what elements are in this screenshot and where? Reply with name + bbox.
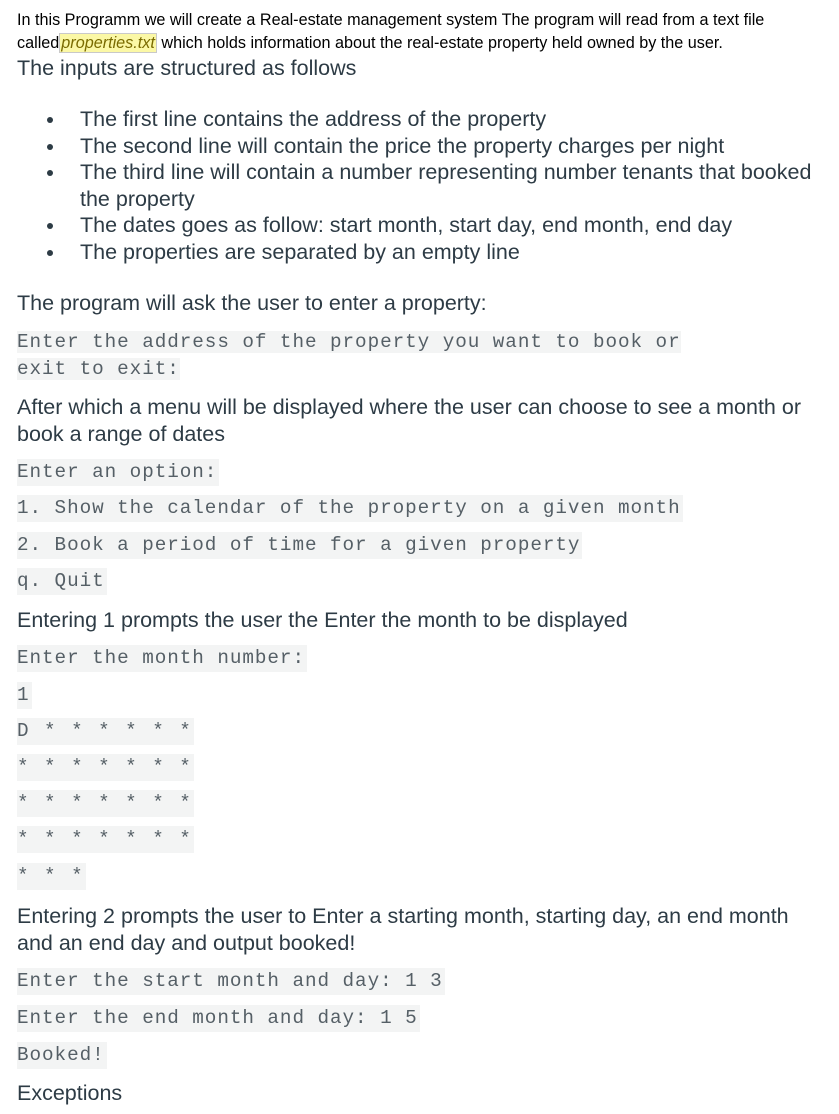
bullet-dot: [47, 170, 53, 176]
filename-highlight: properties.txt: [61, 34, 155, 52]
entering-1-text: Entering 1 prompts the user the Enter the month to be displayed: [17, 608, 628, 632]
menu-option-2-code: 2. Book a period of time for a given property: [17, 532, 582, 559]
list-item: The first line contains the address of the property: [17, 106, 817, 133]
address-prompt-code: [17, 329, 758, 382]
menu-option-q-code: q. Quit: [17, 568, 107, 595]
calendar-row-4: * * * * * * *: [17, 826, 194, 853]
calendar-row-2: * * * * * * *: [17, 754, 194, 781]
list-item: The dates goes as follow: start month, start day, end month, end day: [17, 212, 817, 239]
menu-intro-text: After which a menu will be displayed where the user can choose to see a month or book a range of dates: [17, 395, 801, 446]
menu-option-1-code: 1. Show the calendar of the property on a given month: [17, 495, 683, 522]
address-prompt-line-1: Enter the address of the property you want to book or: [17, 331, 681, 353]
entering-2-text: Entering 2 prompts the user to Enter a starting month, starting day, an end month and an end day and output booked!: [17, 904, 789, 955]
address-prompt-line-2: exit to exit:: [17, 357, 180, 380]
list-item: The second line will contain the price the property charges per night: [17, 133, 817, 160]
calendar-row-1: D * * * * * *: [17, 718, 194, 745]
list-item: The properties are separated by an empty line: [17, 239, 817, 266]
month-value-code: 1: [17, 682, 32, 709]
intro-text-after: which holds information about the real-estate property held owned by the user.: [161, 34, 723, 52]
menu-prompt-code: Enter an option:: [17, 459, 219, 486]
intro-paragraph: [17, 9, 832, 55]
bullet-dot: [47, 117, 53, 123]
bullet-dot: [47, 250, 53, 256]
bullet-dot: [47, 144, 53, 150]
end-prompt-code: Enter the end month and day: 1 5: [17, 1005, 420, 1032]
list-item: The third line will contain a number representing number tenants that booked the property: [17, 159, 817, 212]
ask-property-text: The program will ask the user to enter a property:: [17, 291, 487, 315]
calendar-row-3: * * * * * * *: [17, 790, 194, 817]
booked-output-code: Booked!: [17, 1042, 107, 1069]
bullet-dot: [47, 223, 53, 229]
exceptions-heading: Exceptions: [17, 1081, 123, 1105]
month-prompt-code: Enter the month number:: [17, 645, 307, 672]
inputs-heading: The inputs are structured as follows: [17, 56, 357, 80]
intro-text-before: In this Programm we will create a Real-estate management system The program will read from a text file called: [17, 11, 765, 52]
calendar-row-5: * * *: [17, 863, 86, 890]
inputs-bullet-list: [17, 106, 817, 265]
start-prompt-code: Enter the start month and day: 1 3: [17, 968, 445, 995]
